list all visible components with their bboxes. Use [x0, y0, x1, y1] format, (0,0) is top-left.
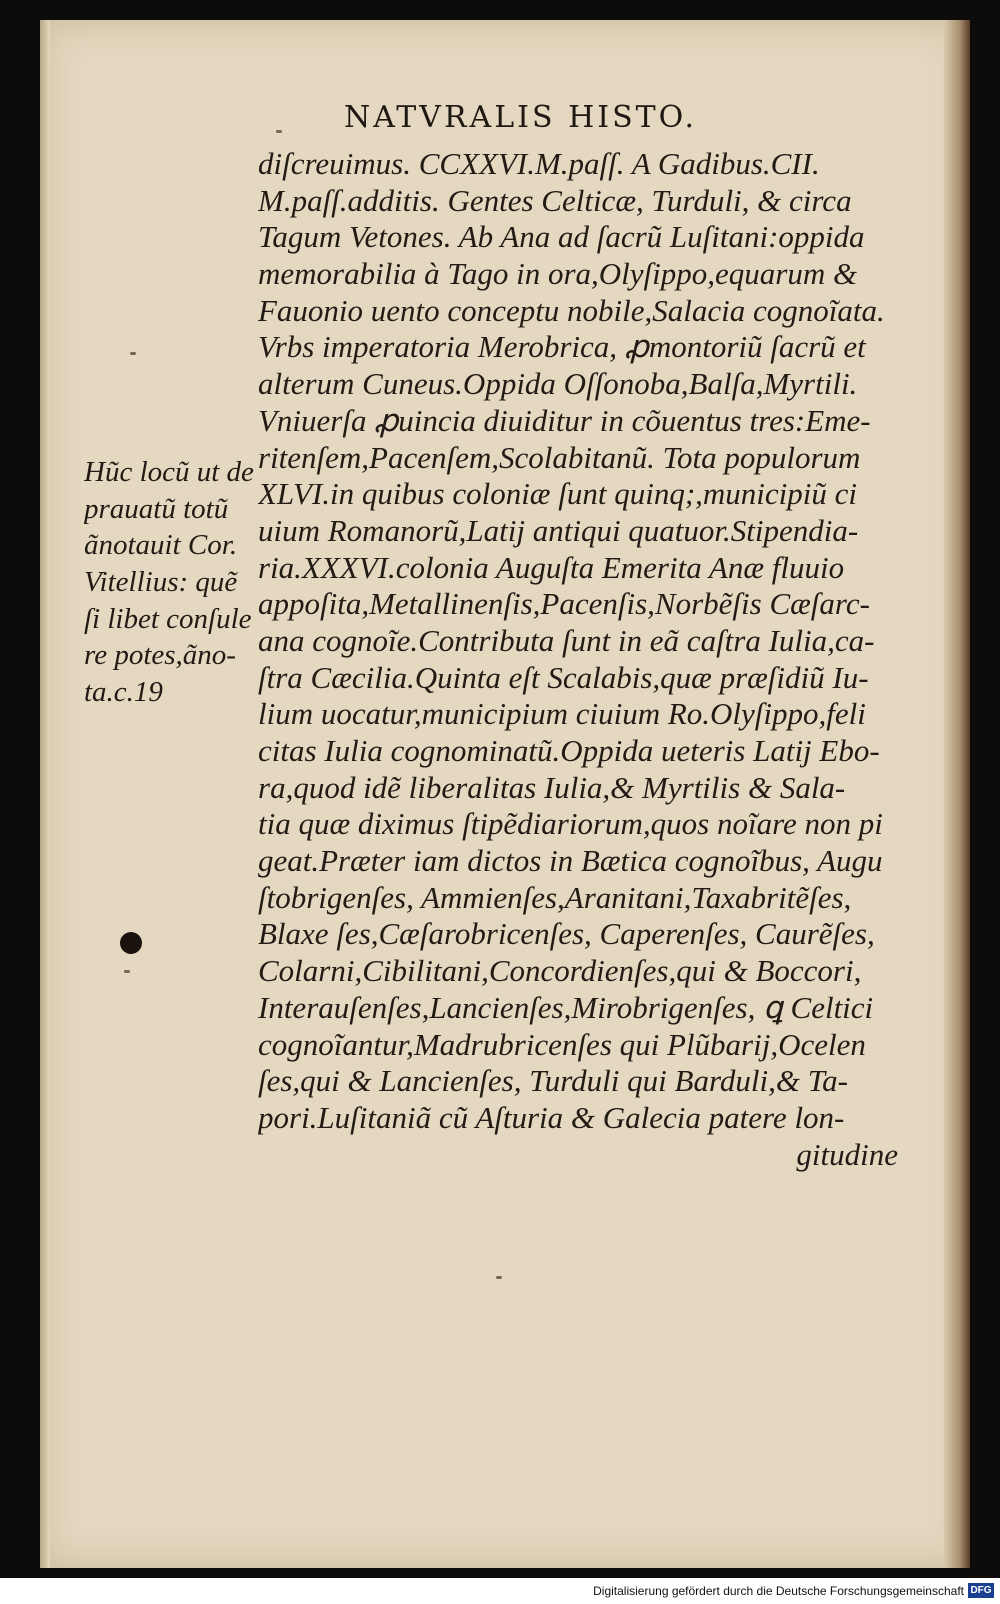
text-line: uium Romanorũ,Latij antiqui quatuor.Stipendia-: [258, 512, 859, 548]
ink-blot: [120, 932, 142, 954]
ink-speck: [276, 130, 282, 133]
text-line: M.paſſ.additis. Gentes Celticæ, Turduli, & circa: [258, 182, 852, 218]
marginal-line: ãnotauit Cor.: [84, 529, 238, 562]
text-line: ana cognoĩe.Contributa ſunt in eã caſtra Iulia,ca-: [258, 622, 875, 658]
ink-speck: [496, 1276, 502, 1279]
text-line: XLVI.in quibus coloniæ ſunt quinq;,municipiũ ci: [258, 476, 858, 512]
marginal-line: Hũc locũ ut de: [84, 456, 254, 488]
text-line: Colarni,Cibilitani,Concordienſes,qui & Boccori,: [258, 953, 862, 989]
funding-credit: Digitalisierung gefördert durch die Deutsche Forschungsgemeinschaft: [593, 1584, 964, 1598]
text-line: lium uocatur,municipium ciuium Ro.Olyſippo,feli: [258, 696, 866, 732]
text-line: ſtra Cæcilia.Quinta eſt Scalabis,quæ præſidiũ Iu-: [258, 659, 869, 695]
text-line: Blaxe ſes,Cæſarobricenſes, Caperenſes, Caurẽſes,: [258, 916, 875, 952]
text-line: Vrbs imperatoria Merobrica, ꝓmontoriũ ſacrũ et: [258, 329, 866, 365]
ink-speck: [124, 970, 130, 973]
catchword: gitudine: [796, 1136, 898, 1172]
text-line: ria.XXXVI.colonia Auguſta Emerita Anæ fluuio: [258, 549, 845, 585]
marginal-line: Vitellius: quẽ: [84, 566, 238, 599]
text-line: citas Iulia cognominatũ.Oppida ueteris Latij Ebo-: [258, 733, 880, 768]
text-line: geat.Præter iam dictos in Bætica cognoĩbus, Augu: [258, 843, 883, 879]
text-line: tia quæ diximus ſtipẽdiariorum,quos noĩare non pi: [258, 806, 883, 842]
marginal-line: ta.c.19: [84, 676, 163, 709]
text-line: ſes,qui & Lancienſes, Turduli qui Barduli,& Ta-: [258, 1063, 848, 1099]
ink-speck: [130, 352, 136, 355]
text-line: ſtobrigenſes, Ammienſes,Aranitani,Taxabritẽſes,: [258, 879, 852, 915]
page-right-edge: [944, 20, 970, 1568]
marginal-note: [84, 454, 254, 711]
text-line: ra,quod idẽ liberalitas Iulia,& Myrtilis & Sala-: [258, 769, 846, 805]
text-line: Fauonio uento conceptu nobile,Salacia cognoĩata.: [258, 292, 885, 328]
marginal-line: re potes,ãno-: [84, 639, 236, 672]
digitization-footer: [0, 1578, 1000, 1604]
text-line: Vniuerſa ꝓuincia diuiditur in cõuentus tres:Eme-: [258, 402, 871, 438]
text-line: appoſita,Metallinenſis,Pacenſis,Norbẽſis Cæſarc-: [258, 586, 870, 622]
text-line: Interauſenſes,Lancienſes,Mirobrigenſes, ꝗ Celtici: [258, 989, 874, 1025]
main-text-block: [258, 146, 918, 1173]
text-line: cognoĩantur,Madrubricenſes qui Plũbarij,Ocelen: [258, 1026, 866, 1062]
marginal-line: ſi libet conſule: [84, 602, 252, 635]
text-line: diſcreuimus. CCXXVI.M.paſſ. A Gadibus.CII.: [258, 146, 820, 181]
dfg-logo: DFG: [968, 1583, 994, 1598]
text-line: pori.Luſitaniã cũ Aſturia & Galecia patere lon-: [258, 1099, 845, 1135]
marginal-line: prauatũ totũ: [84, 492, 229, 525]
running-head: NATVRALIS HISTO.: [344, 100, 698, 135]
text-line: alterum Cuneus.Oppida Oſſonoba,Balſa,Myrtili.: [258, 366, 858, 402]
text-line: Tagum Vetones. Ab Ana ad ſacrũ Luſitani:oppida: [258, 219, 865, 255]
text-line: memorabilia à Tago in ora,Olyſippo,equarum &: [258, 256, 858, 292]
page-left-edge: [40, 20, 50, 1568]
text-line: ritenſem,Pacenſem,Scolabitanũ. Tota populorum: [258, 439, 861, 475]
